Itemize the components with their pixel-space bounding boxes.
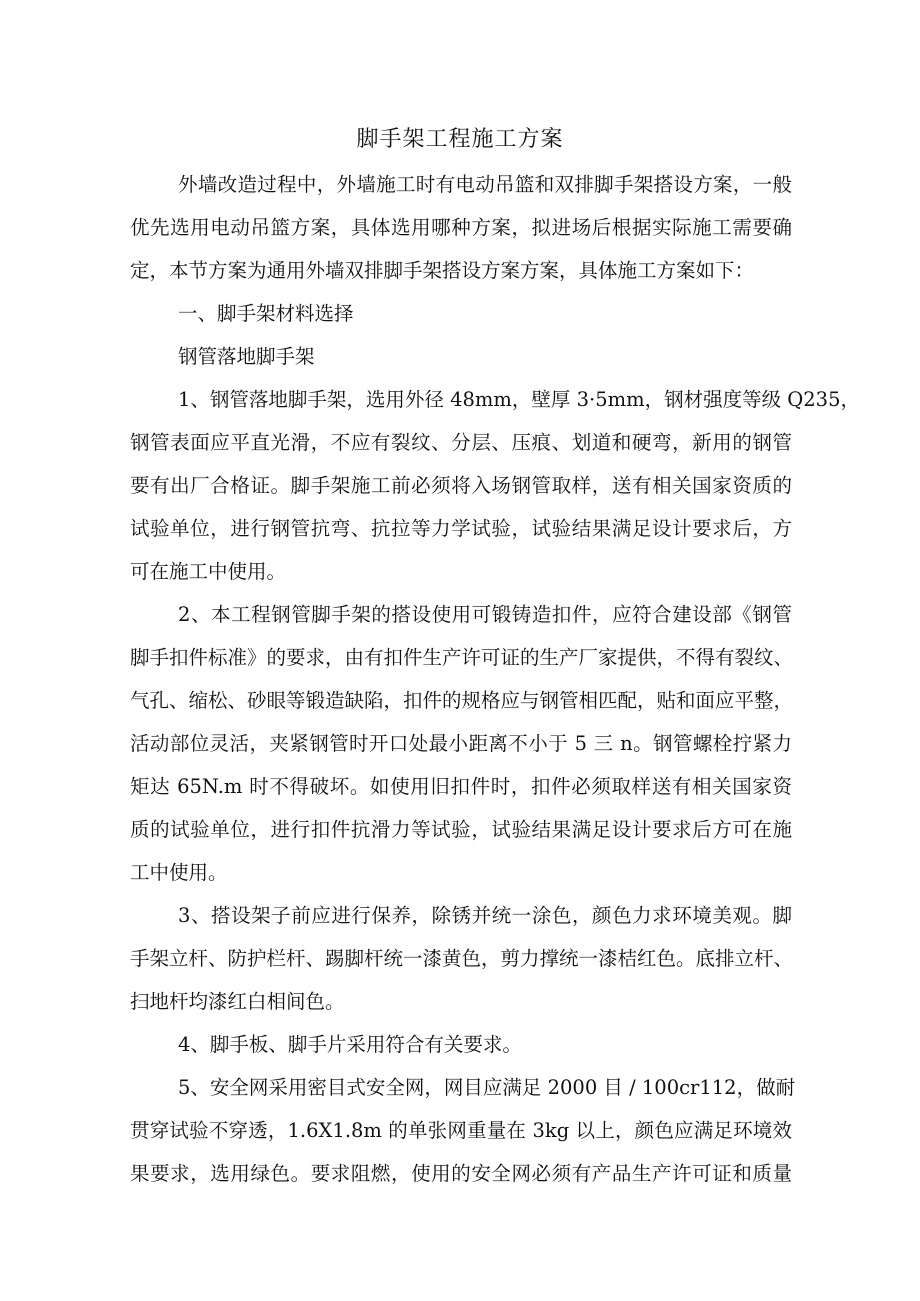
text-line: 要有出厂合格证。脚手架施工前必须将入场钢管取样，送有相关国家资质的 [130,474,792,497]
text-line: 5、安全网采用密目式安全网，网目应满足 2000 目 / 100cr112，做耐 [178,1076,796,1099]
text-line: 钢管表面应平直光滑，不应有裂纹、分层、压痕、划道和硬弯，新用的钢管 [130,431,792,454]
text-line: 4、脚手板、脚手片采用符合有关要求。 [178,1033,522,1056]
text-line: 3、搭设架子前应进行保养，除锈并统一涂色，颜色力求环境美观。脚 [178,904,792,927]
text-line: 2、本工程钢管脚手架的搭设使用可锻铸造扣件，应符合建设部《钢管 [178,603,792,626]
text-line: 钢管落地脚手架 [178,345,315,368]
text-line: 扫地杆均漆红白相间色。 [130,990,345,1013]
text-line: 果要求，选用绿色。要求阻燃，使用的安全网必须有产品生产许可证和质量 [130,1162,792,1185]
text-line: 手架立杆、防护栏杆、踢脚杆统一漆黄色，剪力撑统一漆桔红色。底排立杆、 [130,947,794,970]
document-body [130,163,860,1195]
text-line: 一、脚手架材料选择 [178,302,354,325]
text-line: 气孔、缩松、砂眼等锻造缺陷，扣件的规格应与钢管相匹配，贴和面应平整， [130,689,794,712]
text-line: 质的试验单位，进行扣件抗滑力等试验，试验结果满足设计要求后方可在施 [130,818,792,841]
text-line: 可在施工中使用。 [130,560,287,583]
text-line: 试验单位，进行钢管抗弯、抗拉等力学试验，试验结果满足设计要求后，方 [130,517,792,540]
document-title: 脚手架工程施工方案 [356,127,564,152]
text-line: 外墙改造过程中，外墙施工时有电动吊篮和双排脚手架搭设方案，一般 [178,173,792,196]
text-line: 贯穿试验不穿透，1.6X1.8m 的单张网重量在 3kg 以上，颜色应满足环境效 [130,1119,792,1142]
text-line: 1、钢管落地脚手架，选用外径 48mm，壁厚 3·5mm，钢材强度等级 Q235， [178,388,860,411]
text-line: 定，本节方案为通用外墙双排脚手架搭设方案方案，具体施工方案如下： [130,259,755,282]
text-line: 活动部位灵活，夹紧钢管时开口处最小距离不小于 5 三 n。钢管螺栓拧紧力 [130,732,792,755]
text-line: 工中使用。 [130,861,228,884]
text-line: 矩达 65N.m 时不得破坏。如使用旧扣件时，扣件必须取样送有相关国家资 [130,775,792,798]
text-line: 脚手扣件标准》的要求，由有扣件生产许可证的生产厂家提供，不得有裂纹、 [130,646,794,669]
text-line: 优先选用电动吊篮方案，具体选用哪种方案，拟进场后根据实际施工需要确 [130,216,792,239]
